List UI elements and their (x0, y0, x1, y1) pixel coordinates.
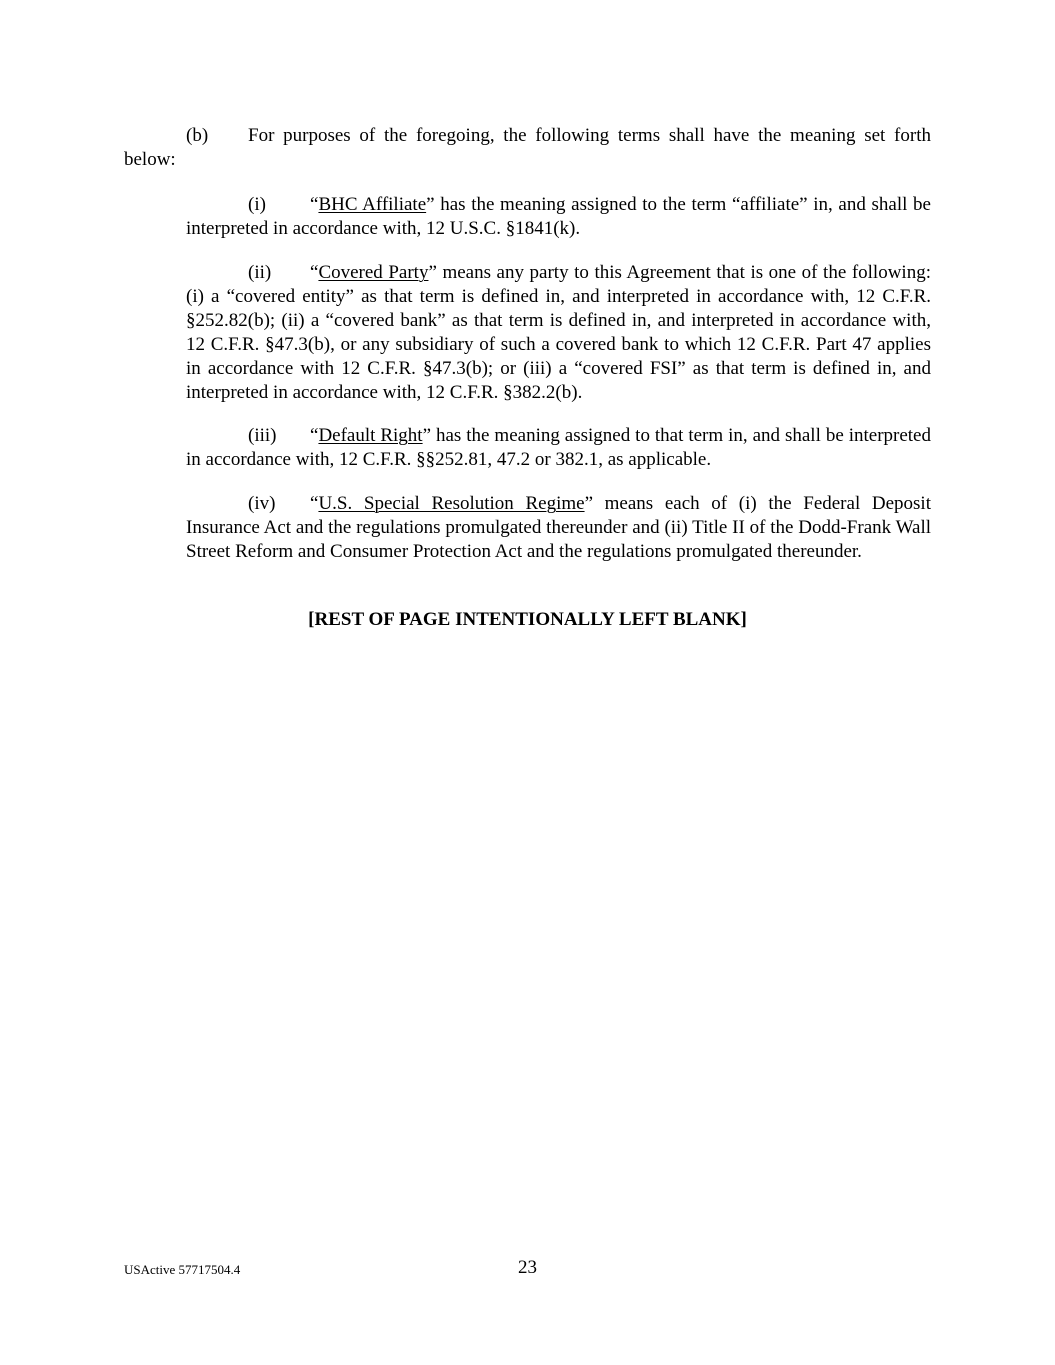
paragraph-marker: (iii) (248, 425, 277, 446)
footer-page-number: 23 (518, 1257, 537, 1278)
defined-term: U.S. Special Resolution Regime (318, 493, 585, 514)
definition-text: ” has the meaning assigned to the term “affiliate” in, and shall be interpreted in accordance with, 12 U.S.C. §1841(k). (186, 194, 931, 239)
open-quote: “ (310, 262, 319, 283)
open-quote: “ (310, 425, 319, 446)
definition-text: ” means any party to this Agreement that is one of the following: (i) a “covered entity” as that term is defined in, and interpreted in accordance with, 12 C.F.R. §252.82(b); (ii) a “covered bank” as that term is defined in, and interpreted in accordance with, 12 C.F.R. §47.3(b), or any subsidiary of such a covered bank to which 12 C.F.R. Part 47 applies in accordance with 12 C.F.R. §47.3(b); or (iii) a “covered FSI” as that term is defined in, and interpreted in accordance with, 12 C.F.R. §382.2(b). (186, 262, 931, 403)
rest-of-page-blank-note: [REST OF PAGE INTENTIONALLY LEFT BLANK] (308, 609, 747, 630)
paragraph-text: For purposes of the foregoing, the following terms shall have the meaning set forth below: (124, 125, 931, 170)
defined-term: Covered Party (318, 262, 429, 283)
open-quote: “ (310, 194, 319, 215)
definition-text: ” means each of (i) the Federal Deposit Insurance Act and the regulations promulgated thereunder and (ii) Title II of the Dodd-Frank Wall Street Reform and Consumer Protection Act and the regulations promulgated thereunder. (186, 493, 931, 562)
paragraph-marker: (iv) (248, 493, 276, 514)
paragraph-marker: (ii) (248, 262, 272, 283)
defined-term: Default Right (318, 425, 423, 446)
definition-default-right (186, 424, 931, 472)
paragraph-b (124, 124, 931, 172)
paragraph-marker: (i) (248, 194, 266, 215)
paragraph-marker: (b) (186, 125, 209, 146)
definition-covered-party (186, 261, 931, 405)
defined-term: BHC Affiliate (318, 194, 427, 215)
definition-text: ” has the meaning assigned to that term in, and shall be interpreted in accordance with, 12 C.F.R. §§252.81, 47.2 or 382.1, as applicable. (186, 425, 931, 470)
definition-us-special-resolution-regime (186, 492, 931, 564)
definition-bhc-affiliate (186, 193, 931, 241)
open-quote: “ (310, 493, 319, 514)
footer-document-id: USActive 57717504.4 (124, 1262, 241, 1277)
